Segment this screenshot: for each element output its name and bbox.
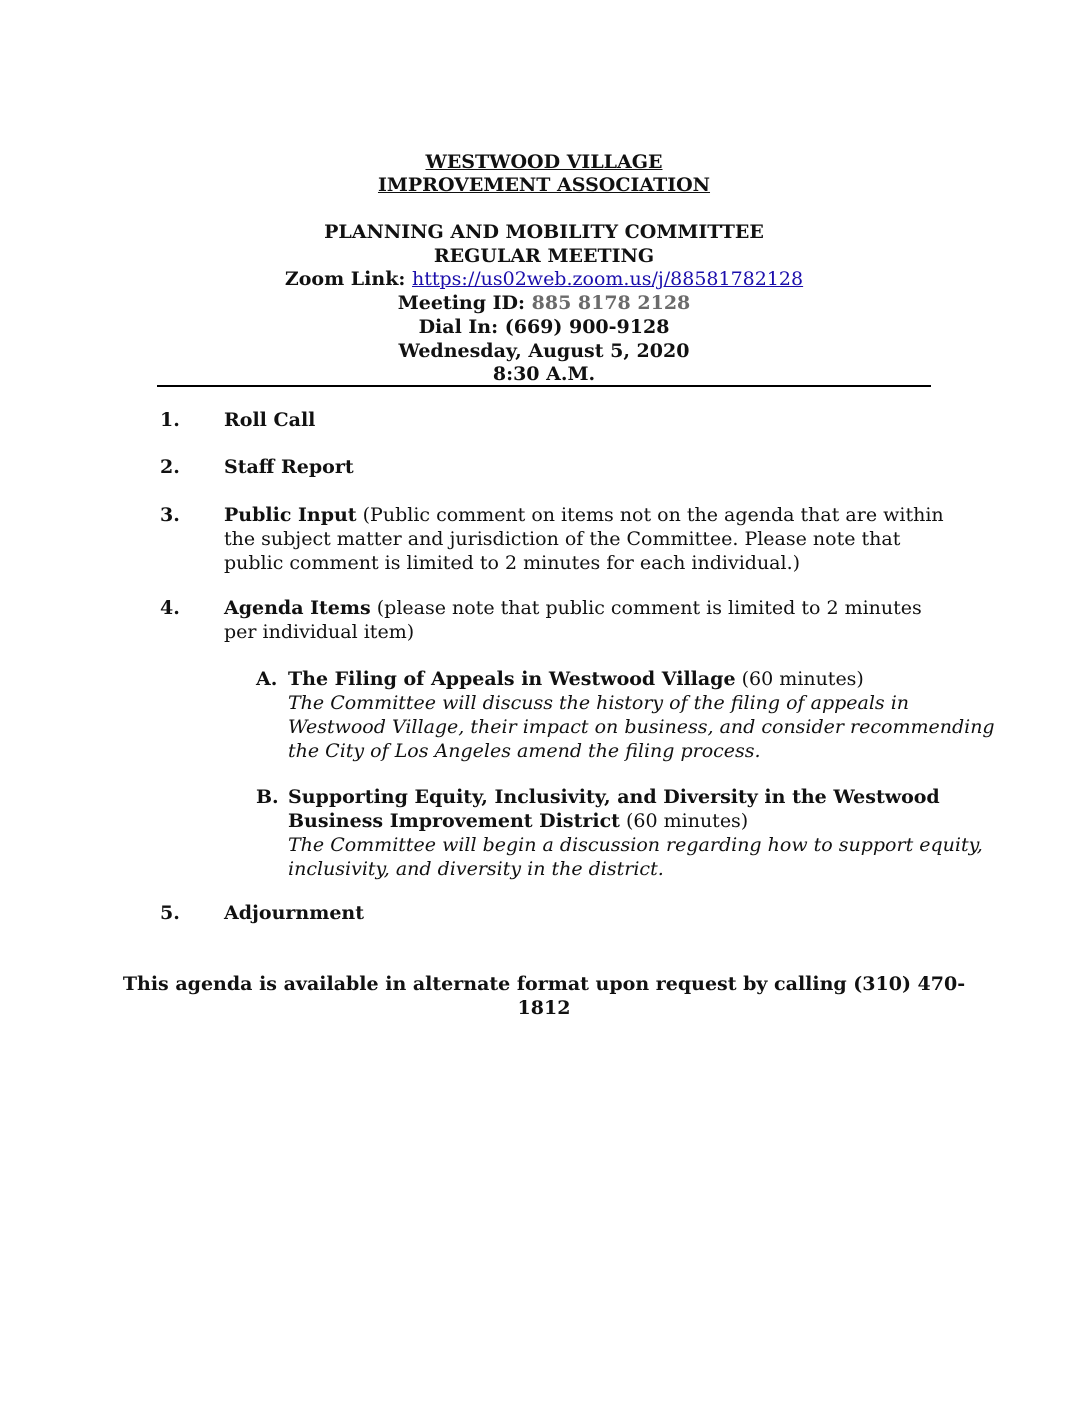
item-number: 1. <box>160 409 180 431</box>
subitem-desc-line3: the City of Los Angeles amend the filing process. <box>288 740 761 762</box>
item-number: 2. <box>160 456 180 478</box>
item-body <box>224 503 944 575</box>
item-body <box>224 596 922 644</box>
meeting-type: REGULAR MEETING <box>433 245 655 267</box>
subitem-title: The Filing of Appeals in Westwood Village <box>288 668 736 690</box>
subitem-label: B. <box>256 786 279 808</box>
item-note-line1: (Public comment on items not on the agenda that are within <box>362 504 944 526</box>
subitem-desc-line1: The Committee will discuss the history of the filing of appeals in <box>288 692 910 714</box>
zoom-link[interactable]: https://us02web.zoom.us/j/88581782128 <box>412 268 804 290</box>
item-note-line1: (please note that public comment is limited to 2 minutes <box>376 597 922 619</box>
meeting-id-row <box>0 292 1088 314</box>
subitem-body <box>288 785 983 881</box>
item-title: Roll Call <box>224 409 316 431</box>
item-title: Public Input <box>224 504 357 526</box>
subitem-desc-line1: The Committee will begin a discussion regarding how to support equity, <box>288 834 983 856</box>
org-name-line1: WESTWOOD VILLAGE <box>425 151 663 173</box>
subitem-body <box>288 667 995 763</box>
subitem-desc-line2: Westwood Village, their impact on business, and consider recommending <box>288 716 995 738</box>
accessibility-note <box>0 972 1088 1020</box>
subitem-duration: (60 minutes) <box>741 668 864 690</box>
item-number: 5. <box>160 902 180 924</box>
dial-in: Dial In: (669) 900-9128 <box>418 316 670 338</box>
committee-title: PLANNING AND MOBILITY COMMITTEE <box>324 221 764 243</box>
subitem-duration: (60 minutes) <box>625 810 749 832</box>
subitem-title-line2: Business Improvement District <box>288 810 620 832</box>
meeting-date: Wednesday, August 5, 2020 <box>398 340 690 362</box>
item-note-line2: per individual item) <box>224 621 415 643</box>
zoom-link-row <box>0 268 1088 290</box>
header-divider <box>157 385 931 387</box>
org-name-line2: IMPROVEMENT ASSOCIATION <box>377 174 711 196</box>
item-note-line3: public comment is limited to 2 minutes for each individual.) <box>224 552 801 574</box>
item-title: Adjournment <box>224 902 364 924</box>
accessibility-note-line2: 1812 <box>517 997 571 1019</box>
meeting-id-value: 885 8178 2128 <box>531 292 691 314</box>
subitem-desc-line2: inclusivity, and diversity in the district. <box>288 858 664 880</box>
accessibility-note-line1: This agenda is available in alternate format upon request by calling (310) 470- <box>122 973 966 995</box>
meeting-id-label: Meeting ID: <box>397 292 525 314</box>
item-number: 4. <box>160 597 180 619</box>
subitem-title-line1: Supporting Equity, Inclusivity, and Diversity in the Westwood <box>288 786 940 808</box>
item-note-line2: the subject matter and jurisdiction of the Committee. Please note that <box>224 528 901 550</box>
zoom-link-label: Zoom Link: <box>284 268 406 290</box>
item-title: Staff Report <box>224 456 354 478</box>
item-number: 3. <box>160 504 180 526</box>
meeting-time: 8:30 A.M. <box>492 363 596 385</box>
subitem-label: A. <box>256 668 278 690</box>
item-title: Agenda Items <box>224 597 371 619</box>
